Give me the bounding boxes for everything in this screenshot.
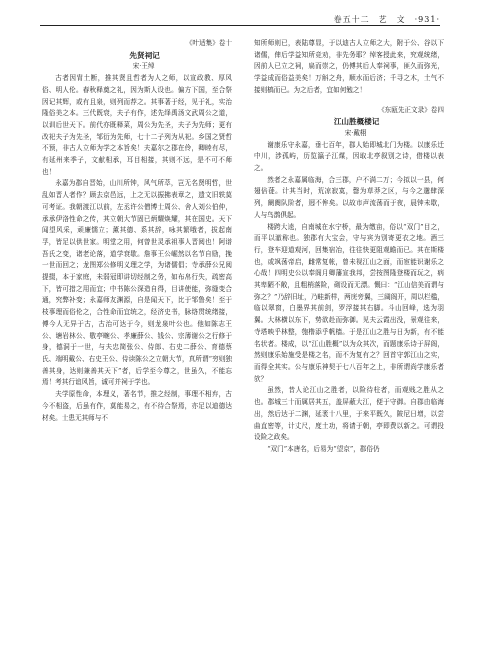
paragraph: 楼跨大逵，自南城在水宁桥，最为缴亩，俗以“双门”目之，而平以澈称也。独郡有大宝会，守与宾为别寄更衣之地。酒三行，登车迎道观河，回集宿冶，往往快更阻观瞻而已。其在斯楼也，或飒荡帝启，雌常复帐，曾未视江山之面，而宦能识谢乐之心哉！四明史公以奉阁月卿藩宣我邦，尝按图隆登楼而玩之，病其卑陋不敞，且粗梢落险，砌设而无漂。慨曰：“江山信美而谓与弥之？”乃辞旧址，乃畦新样，两庑旁翼，三阔阁开，周以栏槛，临以翠窗，白墨界其前剑，罗浮接其右脚。斗山回峰，选为羽翼。大林横以东下，势欲赴而弥御。见夫云霞出没，景观往来，寺塔映乎林整，匏橹添乎帆樯。于是江山之胜与日为新，有不能名状者。楼成，以“江山胜概”以为众其次，而题康乐诗于屏阁，然则康乐始施受是楼之名，而不为复有之？回首守郭江山之实，而得全其实。公与康乐神契于七八百年之上，非所谓尚学康乐者欤？ <box>254 222 444 383</box>
paragraph: “双门”本唐名，后易为“望京”，郡俗仍 <box>267 444 380 453</box>
source-citation: 《东瓯先正文录》卷四 <box>378 105 444 114</box>
paragraph: 古者因胄土断，推其贤且哲者为人之师，以宣政教、厚风俗、明人伦。春秋释奠之礼，因为斯人设也。偏方下国，至合祭因记其辉，或有且泉，则列而荐之。其事著于经，见于礼，实治隆俗美之本。三代既衰，夫子有作，述先绎禹汤文武周公之道，以训后世天下。前代亦既释菜，周公为先圣，夫子为先师；更有改祀夫子为先圣，邹衍为先师，七十二子列为从祀。乡国之贤哲不预，非古人立师为学之本旨矣！夫嘉尔之郡在伶，卿睦有尽，有延州来季子，文献相承，耳目相接，其则不远，是不可不师也！ <box>42 74 232 176</box>
article-title: 江山胜概楼记 <box>333 117 380 127</box>
page-header: 卷五十二 艺 文 ·931· <box>333 15 440 24</box>
left-column <box>42 38 232 424</box>
source-citation: 《叶适集》卷十 <box>185 39 232 47</box>
paragraph: 谢康乐守永嘉，垂七百年，郡人始即城北门为楼。以康乐迁中川，涉孤屿，历览瀛子江煤，因取北亭叙别之诗，借楼以表之。 <box>254 140 444 173</box>
continued-paragraph: 知所师则已，表陆尊显，于以迪古人立师之大，附于公、谷以下诸儒，俾后学益知所竞劝，非先务耶？绰客授此来，究观统绪，因前人已立之祠，扁而崇之，仍傅其后人奉祠事，匪久而弥光，学益成而俗益美矣！万斛之舟，顺水而后济；千寻之木，土气不接则槁而已。为之后者，宜如何勉之！ <box>254 39 444 94</box>
article-title: 先贤祠记 <box>129 50 160 60</box>
article-author: 宋·王绰 <box>132 62 155 71</box>
article-author: 宋·戴栩 <box>344 128 367 137</box>
paragraph: 永嘉为郡自晋始，山川所钟，风气所萃，岂无名贤明哲，世乱如晋人者作？顾去京邑远，上之无以振拂表章之，遗文旧轶莫可考证。我朝渡江以前，左丞许公僧博士周公、舍人刘公伯仲，承承伊洛性命之传，其立朝大节固已炳耀焕耀，其在国史。天下闻望风采，顽廉懦立；薰其德、系其辞，咏其繁哦者，拔起南孚，皆足以供世家。明堂之用，何曾世灵承祖事人晋阅也！阿谱吾氏之变，诸老论落，道学衰歇。詹事王公崛然以名节自励，挽一世而回之；龙图郑公修明义理之学，为诸儒倡；寺承薛公兄阅提掇，本于家庭，未弱冠即讲切经制之务，如布帛行失，疏密高下，皆可措之用而宜；中书陈公深造自得，目讲使能，弥缝变合通，究弊补变；永嘉师友渊源，自是闻天下，比于邹鲁矣！至于枝事理而俗伦之，合性命而宜统之，经济史书，脉络贯统绪接，傅今人无异于古，古治可达于今，则龙泉叶公也。他如陈志王公、塘岩林公、敬亭畹公、孝廉薛公、钱公、宗薄谢公之行修于身，德洞于一世，与夫忠简张公、侍郎、右史二薛公、育德蔡氏、端明戴公、右史王公、侍读陈公之立朝大节，真所谓“穷则独善其身，达则兼善其天下”者，后学至今尊之，世虽久，不能忘焉！考其行谊风旨，诚可并祠于学也。 <box>42 179 232 387</box>
paragraph: 然者之永嘉属临海，合三郡，户不满二万；今拟以一县，何翅倍蓰。计其当时，荒凉寂寞，罄为草莽之区，与今之邈肆深列，阛阓队阶者，迥不侔矣。以故市声流荡而于夜，晨钟未歇，人与鸟鹊俱起。 <box>254 175 444 219</box>
header-rule <box>40 25 440 26</box>
paragraph: 虽然，昔人论江山之胜者，以险待柱者，而观贱之胜从之也。郡城三十而属居其五，盖屏蔽大江，便于守御。自郡由临海出，然后达于二渊，延袤十八里，于来平既久，陂尼日增，以尝曲直密等，计丈尺，度土功，将请于朝，亭即费以新之。可谓投设险之政矣。 <box>254 386 444 442</box>
right-column <box>254 38 444 456</box>
paragraph: 夫学原性命，本理义，著名节，推之经制，事理不相弃，古今不相盗，后虽有作，莫能易之，有不待合祭焉，亦足以迪德达材矣。士患无其师与不 <box>42 390 232 422</box>
